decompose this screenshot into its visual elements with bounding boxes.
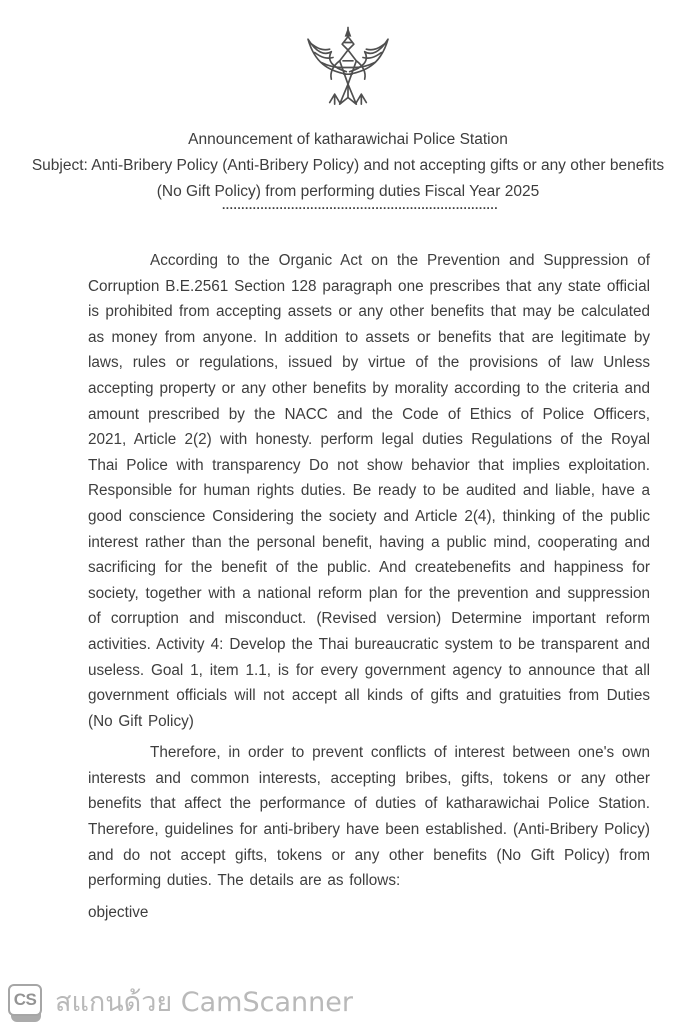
watermark-text: สแกนด้วย CamScanner [55, 987, 353, 1018]
garuda-emblem-icon [298, 22, 398, 118]
header-subject-continued: (No Gift Policy) from performing duties Fiscal Year 2025 [156, 183, 540, 200]
camscanner-logo-letters: CS [8, 984, 42, 1016]
camscanner-logo-icon [8, 984, 44, 1020]
header-title: Announcement of katharawichai Police Station [188, 131, 508, 148]
body-paragraph-2: Therefore, in order to prevent conflicts of interest between one's own interests and common interests, accepting bribes, gifts, tokens or any other benefits that affect the performance of duties of katharawichai Police Station. Therefore, guidelines for anti-bribery have been established. (Anti-Bribery Policy) and do not accept gifts, tokens or any other benefits (No Gift Policy) from performing duties. The details are as follows: [88, 744, 650, 890]
dotted-divider: ........................................................................ [221, 198, 499, 212]
document-body [88, 248, 650, 931]
body-paragraph-1: According to the Organic Act on the Prevention and Suppression of Corruption B.E.2561 Section 128 paragraph one prescribes that any state official is prohibited from accepting assets or any other benefits that may be calculated as money from anyone. In addition to assets or benefits that are legitimate by laws, rules or regulations, issued by virtue of the provisions of law Unless accepting property or any other benefits by morality according to the criteria and amount prescribed by the NACC and the Code of Ethics of Police Officers, 2021, Article 2(2) with honesty. perform legal duties Regulations of the Royal Thai Police with transparency Do not show behavior that implies exploitation. Responsible for human rights duties. Be ready to be audited and liable, have a good conscience Considering the society and Article 2(4), thinking of the public interest rather than the personal benefit, having a public mind, cooperating and sacrificing for the benefit of the public. And createbenefits and happiness for society, together with a national reform plan for the prevention and suppression of corruption and misconduct. (Revised version) Determine important reform activities. Activity 4: Develop the Thai bureaucratic system to be transparent and useless. Goal 1, item 1.1, is for every government agency to announce that all government officials will not accept all kinds of gifts and gratuities from Duties (No Gift Policy) [88, 252, 650, 730]
header-subject: Subject: Anti-Bribery Policy (Anti-Bribery Policy) and not accepting gifts or any other benefits [31, 157, 665, 174]
document-header [0, 127, 696, 205]
body-closing-word: objective [88, 903, 149, 921]
camscanner-watermark [8, 980, 353, 1023]
